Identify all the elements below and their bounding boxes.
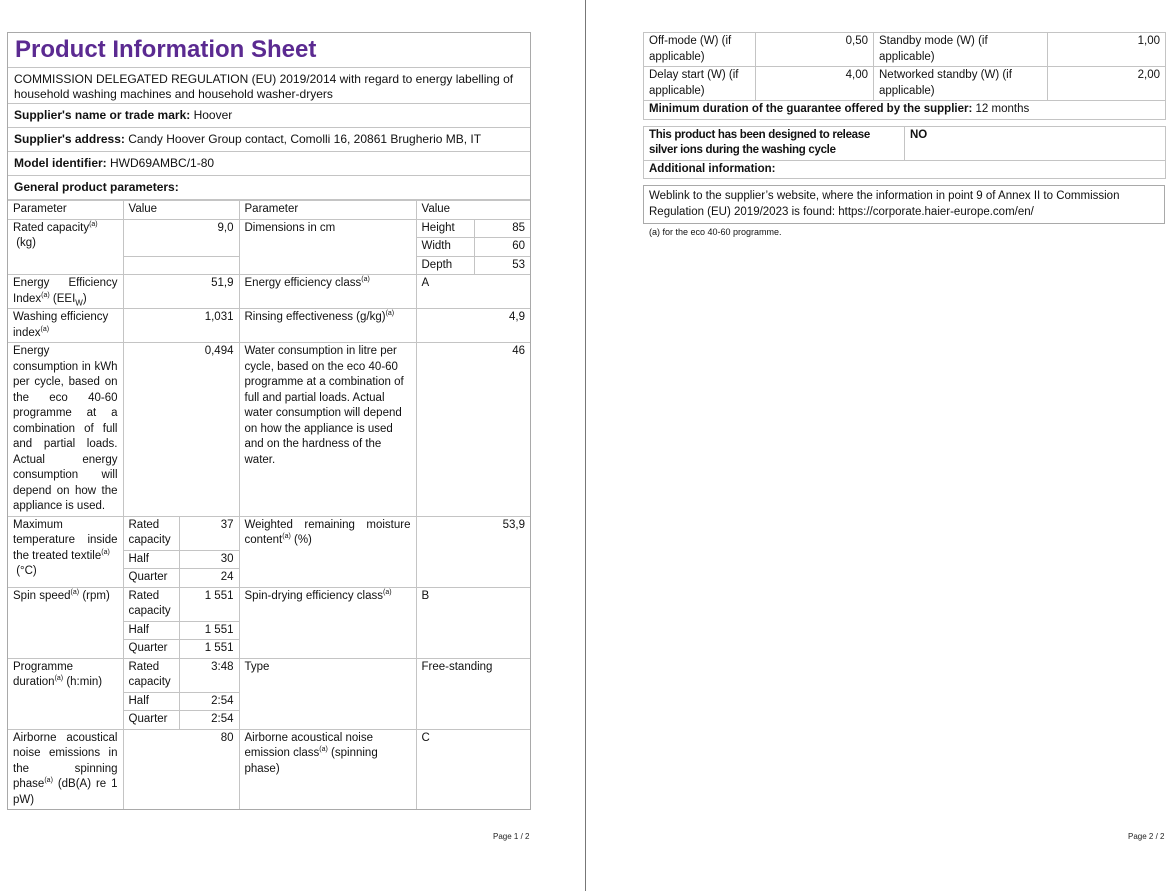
duration-rated-value: 3:48 [179,658,239,692]
guarantee-label: Minimum duration of the guarantee offered by the supplier: [649,103,973,115]
spin-class-value: B [416,587,530,658]
footnote: (a) for the eco 40-60 programme. [649,227,782,237]
silver-label: This product has been designed to release silver ions during the washing cycle [644,126,905,160]
noise-label: Airborne acoustical noise emissions in the spinning phase$^{(a)}$ (dB(A) re 1 pW) [8,729,123,809]
rinsing-label: Rinsing effectiveness $(g/kg)^{(a)}$ [239,309,416,343]
supplier-address-label: Supplier's address: [14,132,125,146]
duration-half-value: 2:54 [179,692,239,711]
header-parameter-2: Parameter [239,201,416,220]
width-value: 60 [474,238,530,257]
standby-value: 1,00 [1048,33,1166,67]
model-row [8,152,530,176]
power-table [643,32,1166,120]
type-label: Type [239,658,416,729]
parameters-table [8,200,530,809]
eei-label: Energy Efficiency Index$^{(a)}$ $(EEI_W)$ [8,275,123,309]
duration-rated-label: Rated capacity [123,658,179,692]
table-row [8,219,530,238]
max-temp-label: Maximum temperature inside the treated textile$^{(a)}$ (°C) [8,516,123,587]
table-row [644,126,1166,160]
water-consumption-label: Water consumption in litre per cycle, based on the eco 40-60 programme at a combination of full and partial loads. Actual water consumption will depend on how the appliance is used and on the hardness of the water. [239,343,416,517]
networked-standby-label: Networked standby (W) (if applicable) [874,67,1048,101]
max-temp-rated-label: Rated capacity [123,516,179,550]
supplier-address-row [8,128,530,152]
table-row [8,309,530,343]
washing-efficiency-value: 1,031 [123,309,239,343]
noise-class-value: C [416,729,530,809]
header-value-2: Value [416,201,530,220]
table-row [644,160,1166,179]
general-params-heading [8,176,530,200]
delay-start-value: 4,00 [756,67,874,101]
table-row [8,658,530,692]
spin-speed-label: Spin speed$^{(a)}$ (rpm) [8,587,123,658]
page-divider [585,0,586,891]
table-row [8,729,530,809]
table-row [8,343,530,517]
spin-rated-label: Rated capacity [123,587,179,621]
spin-class-label: Spin-drying efficiency class$^{(a)}$ [239,587,416,658]
duration-label: Programme duration$^{(a)}$ (h:min) [8,658,123,729]
supplier-name-label: Supplier's name or trade mark: [14,108,191,122]
max-temp-rated-value: 37 [179,516,239,550]
moisture-label: Weighted remaining moisture content$^{(a)}$ (%) [239,516,416,587]
eei-value: 51,9 [123,275,239,309]
height-value: 85 [474,219,530,238]
type-value: Free-standing [416,658,530,729]
energy-class-value: A [416,275,530,309]
header-value: Value [123,201,239,220]
max-temp-half-label: Half [123,550,179,569]
spin-quarter-label: Quarter [123,640,179,659]
noise-value: 80 [123,729,239,809]
spin-quarter-value: 1 551 [179,640,239,659]
height-label: Height [416,219,474,238]
general-params-label: General product parameters: [14,180,179,194]
spin-half-value: 1 551 [179,621,239,640]
model-identifier: HWD69AMBC/1-80 [110,156,215,170]
delay-start-label: Delay start (W) (if applicable) [644,67,756,101]
empty-cell [123,256,239,275]
spin-rated-value: 1 551 [179,587,239,621]
max-temp-half-value: 30 [179,550,239,569]
rinsing-value: 4,9 [416,309,530,343]
washing-efficiency-label: Washing efficiency index$^{(a)}$ [8,309,123,343]
model-label: Model identifier: [14,156,107,170]
page-number-1: Page 1 / 2 [493,832,530,841]
standby-label: Standby mode (W) (if applicable) [874,33,1048,67]
guarantee-value: 12 months [975,103,1030,115]
rated-capacity-label: Rated capacity$^{(a)}$ (kg) [8,219,123,275]
guarantee-row [644,101,1166,120]
supplier-address: Candy Hoover Group contact, Comolli 16, 20861 Brugherio MB, IT [128,132,482,146]
table-row [8,275,530,309]
energy-consumption-label: Energy consumption in kWh per cycle, based on the eco 40-60 programme at a combination of full and partial loads. Actual energy consumption will depend on how the appliance is used. [8,343,123,517]
header-parameter: Parameter [8,201,123,220]
off-mode-label: Off-mode (W) (if applicable) [644,33,756,67]
moisture-value: 53,9 [416,516,530,587]
table-row [644,33,1166,67]
depth-value: 53 [474,256,530,275]
spin-half-label: Half [123,621,179,640]
rated-capacity-value: 9,0 [123,219,239,256]
weblink-text: Weblink to the supplier’s website, where the information in point 9 of Annex II to Commission Regulation (EU) 2019/2023 is found: https://corporate.haier-europe.com/en/ [643,185,1165,224]
networked-standby-value: 2,00 [1048,67,1166,101]
energy-consumption-value: 0,494 [123,343,239,517]
max-temp-quarter-label: Quarter [123,569,179,588]
page-title: Product Information Sheet [8,33,530,68]
supplier-name: Hoover [193,108,233,122]
dimensions-label: Dimensions in cm [239,219,416,275]
depth-label: Depth [416,256,474,275]
duration-quarter-label: Quarter [123,711,179,730]
off-mode-value: 0,50 [756,33,874,67]
max-temp-quarter-value: 24 [179,569,239,588]
table-header-row [8,201,530,220]
product-information-sheet [7,32,531,810]
water-consumption-value: 46 [416,343,530,517]
duration-half-label: Half [123,692,179,711]
table-row [644,101,1166,120]
silver-table [643,126,1166,180]
width-label: Width [416,238,474,257]
regulation-text: COMMISSION DELEGATED REGULATION (EU) 2019/2014 with regard to energy labelling of household washing machines and household washer-dryers [8,68,530,104]
additional-info-label: Additional information: [644,160,1166,179]
product-information-sheet-page-2 [643,32,1165,237]
noise-class-label: Airborne acoustical noise emission class$^{(a)}$ (spinning phase) [239,729,416,809]
table-row [644,67,1166,101]
page-number-2: Page 2 / 2 [1128,832,1165,841]
energy-class-label: Energy efficiency class$^{(a)}$ [239,275,416,309]
duration-quarter-value: 2:54 [179,711,239,730]
table-row [8,587,530,621]
silver-value: NO [905,126,1166,160]
supplier-name-row [8,104,530,128]
table-row [8,516,530,550]
